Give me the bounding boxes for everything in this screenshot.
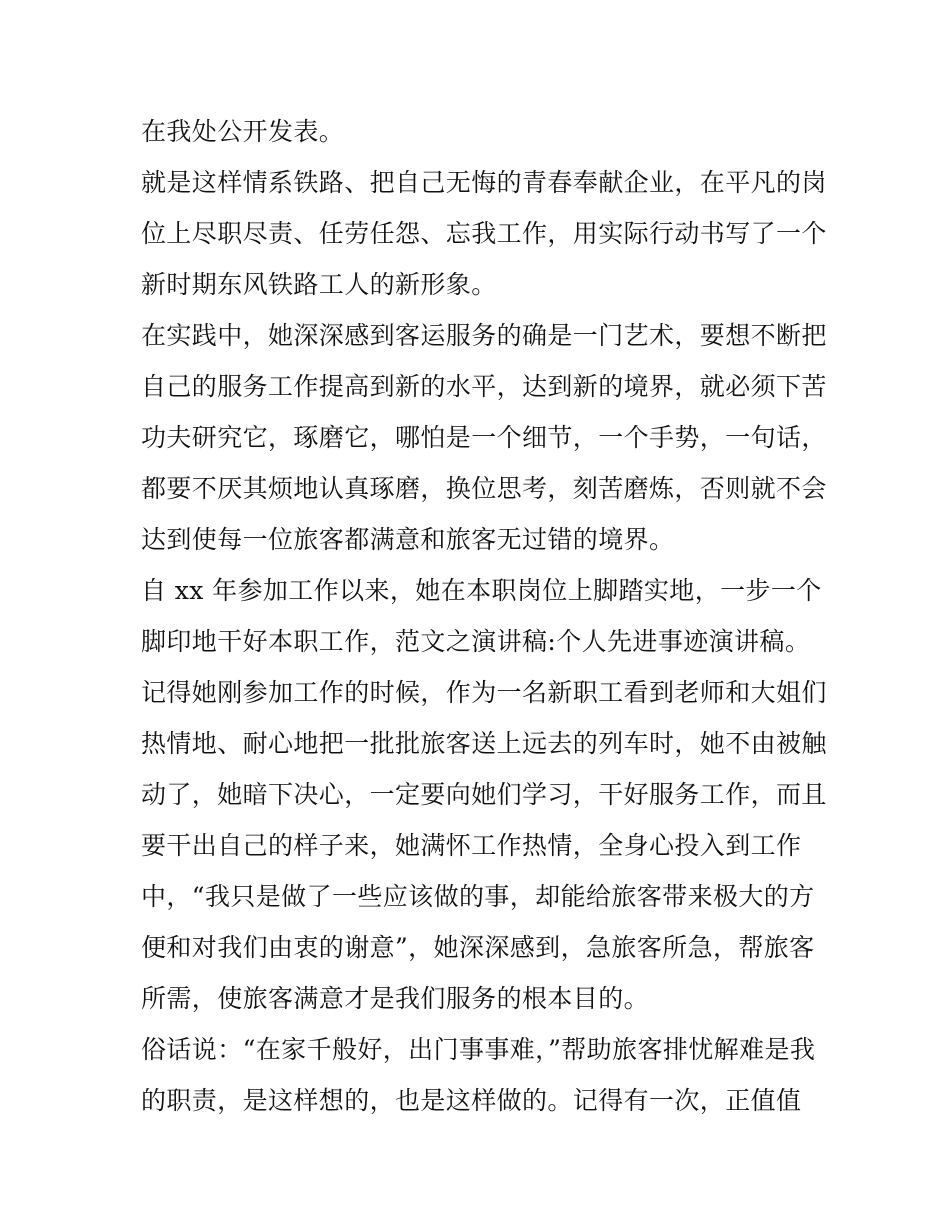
text-line: 便和对我们由衷的谢意”，她深深感到，急旅客所急，帮旅客 [141,933,815,962]
text-line: 脚印地干好本职工作，范文之演讲稿:个人先进事迹演讲稿。 [141,627,811,656]
text-line: 功夫研究它，琢磨它，哪怕是一个细节，一个手势，一句话， [141,423,827,452]
text-line: 俗话说：“在家千般好，出门事事难，”帮助旅客排忧解难是我 [141,1035,816,1064]
document-body [141,106,827,1126]
text-line: 所需，使旅客满意才是我们服务的根本目的。 [141,984,650,1013]
text-line: 动了，她暗下决心，一定要向她们学习，干好服务工作，而且 [141,780,827,809]
text-line: 记得她刚参加工作的时候，作为一名新职工看到老师和大姐们 [141,678,827,707]
text-line: 都要不厌其烦地认真琢磨，换位思考，刻苦磨炼，否则就不会 [141,474,827,503]
text-line: 自 xx 年参加工作以来，她在本职岗位上脚踏实地，一步一个 [141,576,822,605]
text-line: 要干出自己的样子来，她满怀工作热情，全身心投入到工作 [141,831,802,860]
text-line: 新时期东风铁路工人的新形象。 [141,270,497,299]
text-line: 自己的服务工作提高到新的水平，达到新的境界，就必须下苦 [141,372,827,401]
text-line: 就是这样情系铁路、把自己无悔的青春奉献企业，在平凡的岗 [141,168,827,197]
text-line: 热情地、耐心地把一批批旅客送上远去的列车时，她不由被触 [141,729,827,758]
text-line: 的职责，是这样想的，也是这样做的。记得有一次，正值值 [141,1086,802,1115]
text-line: 在我处公开发表。 [141,117,345,146]
text-line: 达到使每一位旅客都满意和旅客无过错的境界。 [141,525,675,554]
text-line: 位上尽职尽责、任劳任怨、忘我工作，用实际行动书写了一个 [141,219,827,248]
text-line: 中，“我只是做了一些应该做的事，却能给旅客带来极大的方 [141,882,815,911]
text-line: 在实践中，她深深感到客运服务的确是一门艺术，要想不断把 [141,321,827,350]
